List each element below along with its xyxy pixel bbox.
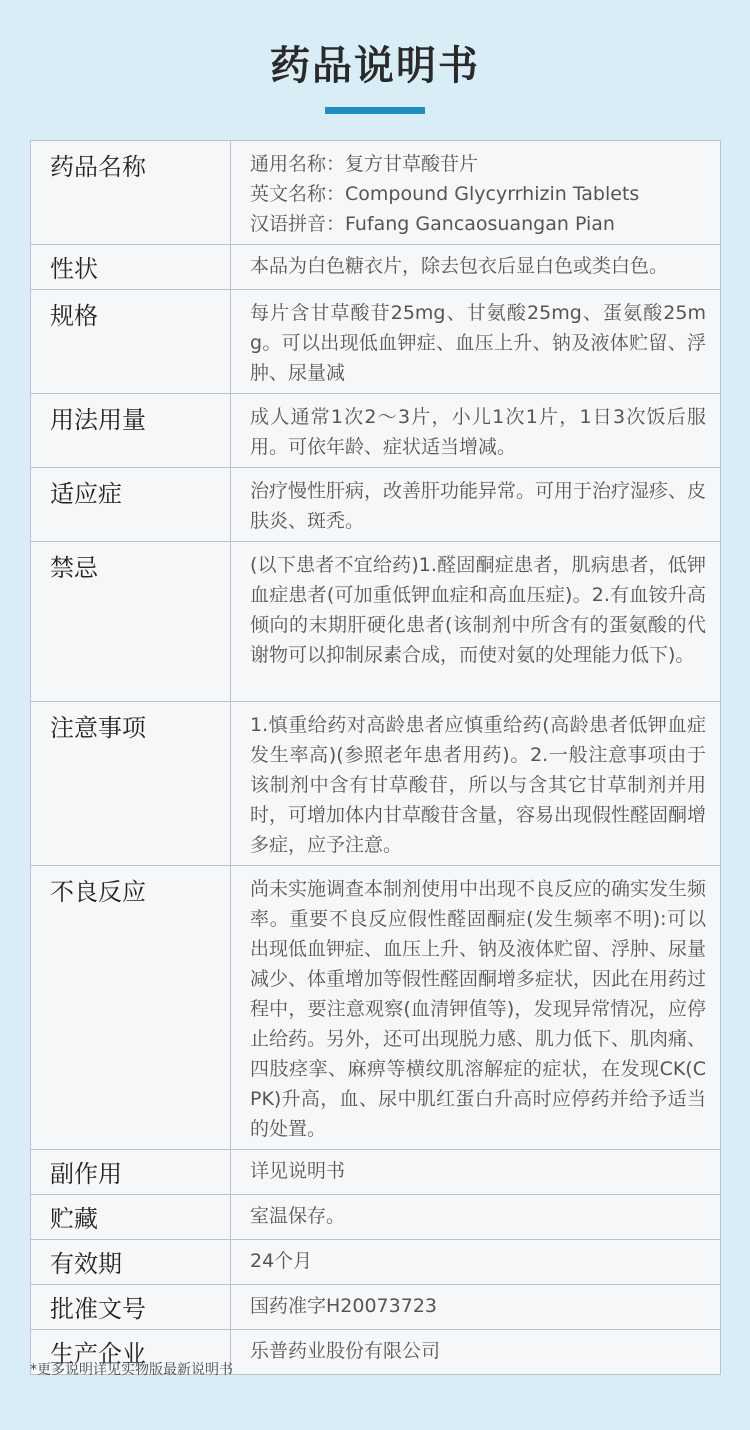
row-label: 注意事项 — [31, 702, 231, 866]
row-storage — [31, 1195, 721, 1240]
english-name-line: 英文名称：Compound Glycyrrhizin Tablets — [250, 183, 640, 205]
row-label: 规格 — [31, 290, 231, 394]
row-label: 副作用 — [31, 1150, 231, 1195]
row-label: 贮藏 — [31, 1195, 231, 1240]
title-underline-bar — [325, 107, 425, 114]
pinyin-name-line: 汉语拼音：Fufang Gancaosuangan Pian — [250, 213, 615, 235]
row-adverse-reactions — [31, 866, 721, 1150]
footnote: *更多说明详见实物版最新说明书 — [30, 1362, 233, 1378]
row-value: 乐普药业股份有限公司 — [231, 1330, 721, 1375]
row-label: 批准文号 — [31, 1285, 231, 1330]
row-label: 有效期 — [31, 1240, 231, 1285]
row-value: 治疗慢性肝病，改善肝功能异常。可用于治疗湿疹、皮肤炎、斑秃。 — [231, 468, 721, 542]
row-value: 国药准字H20073723 — [231, 1285, 721, 1330]
row-side-effects — [31, 1150, 721, 1195]
row-value: 每片含甘草酸苷25mg、甘氨酸25mg、蛋氨酸25mg。可以出现低血钾症、血压上升、钠及液体贮留、浮肿、尿量减 — [231, 290, 721, 394]
row-indications — [31, 468, 721, 542]
row-value: 1.慎重给药对高龄患者应慎重给药(高龄患者低钾血症发生率高)(参照老年患者用药)。2.一般注意事项由于该制剂中含有甘草酸苷，所以与含其它甘草制剂并用时，可增加体内甘草酸苷含量，容易出现假性醛固酮增多症，应予注意。 — [231, 702, 721, 866]
row-shelf-life — [31, 1240, 721, 1285]
row-label: 不良反应 — [31, 866, 231, 1150]
row-value: 24个月 — [231, 1240, 721, 1285]
generic-name-line: 通用名称：复方甘草酸苷片 — [250, 153, 479, 175]
row-dosage — [31, 394, 721, 468]
row-value: 尚未实施调查本制剂使用中出现不良反应的确实发生频率。重要不良反应假性醛固酮症(发生频率不明):可以出现低血钾症、血压上升、钠及液体贮留、浮肿、尿量减少、体重增加等假性醛固酮增多症状，因此在用药过程中，要注意观察(血清钾值等)，发现异常情况，应停止给药。另外，还可出现脱力感、肌力低下、肌肉痛、四肢痉挛、麻痹等横纹肌溶解症的症状，在发现CK(CPK)升高，血、尿中肌红蛋白升高时应停药并给予适当的处置。 — [231, 866, 721, 1150]
row-label: 适应症 — [31, 468, 231, 542]
row-value: 本品为白色糖衣片，除去包衣后显白色或类白色。 — [231, 245, 721, 290]
row-label: 用法用量 — [31, 394, 231, 468]
row-appearance — [31, 245, 721, 290]
row-value: (以下患者不宜给药)1.醛固酮症患者，肌病患者，低钾血症患者(可加重低钾血症和高血压症)。2.有血铵升高倾向的末期肝硬化患者(该制剂中所含有的蛋氨酸的代谢物可以抑制尿素合成，而使对氨的处理能力低下)。 — [231, 542, 721, 702]
row-contraindications — [31, 542, 721, 702]
row-value: 详见说明书 — [231, 1150, 721, 1195]
row-value — [231, 141, 721, 245]
row-value: 成人通常1次2～3片，小儿1次1片，1日3次饭后服用。可依年龄、症状适当增减。 — [231, 394, 721, 468]
row-specification — [31, 290, 721, 394]
row-label: 性状 — [31, 245, 231, 290]
page-title: 药品说明书 — [270, 43, 480, 89]
row-approval-number — [31, 1285, 721, 1330]
row-label: 生产企业 — [31, 1330, 231, 1375]
row-label: 禁忌 — [31, 542, 231, 702]
row-precautions — [31, 702, 721, 866]
row-value: 室温保存。 — [231, 1195, 721, 1240]
row-drug-name — [31, 141, 721, 245]
row-label: 药品名称 — [31, 141, 231, 245]
drug-info-table — [30, 140, 721, 1375]
